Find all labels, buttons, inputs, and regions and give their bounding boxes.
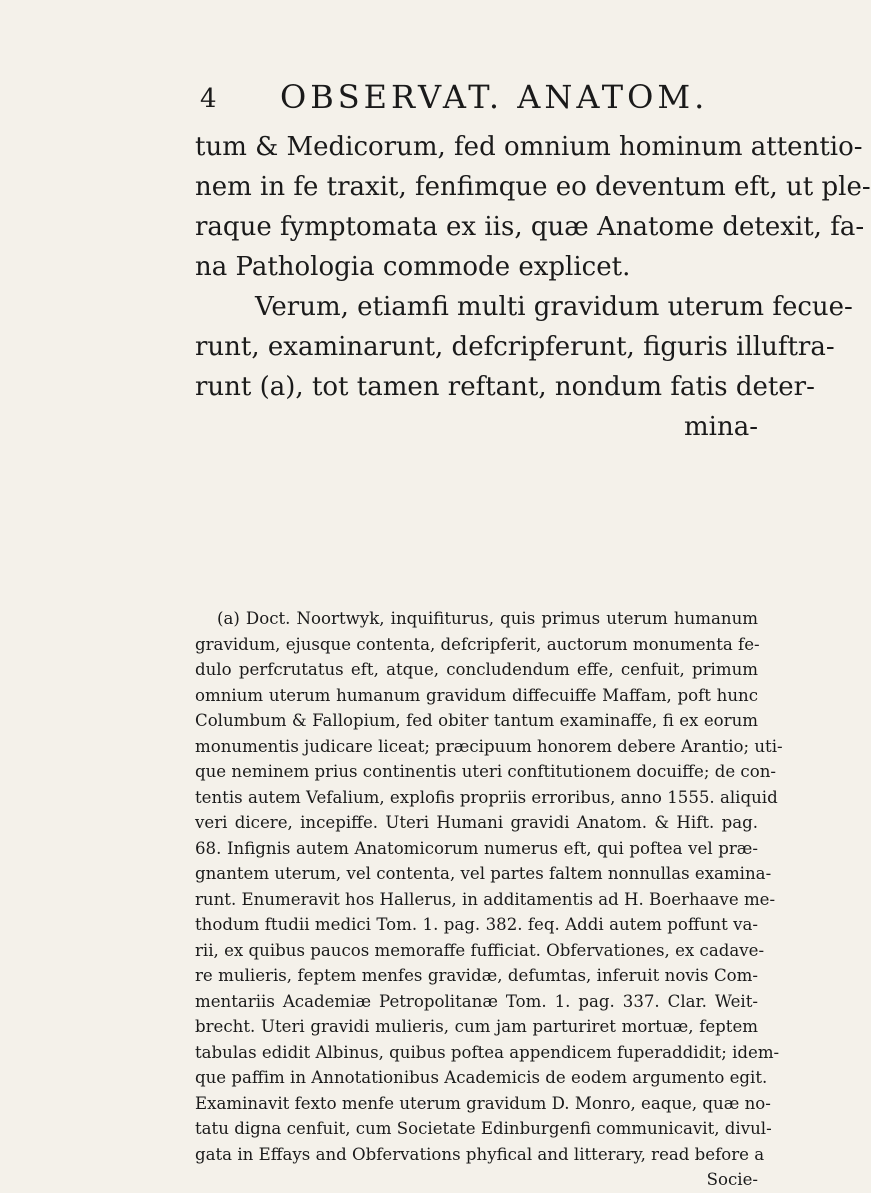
footnote-line: que neminem prius continentis uteri conftitutionem docuiffe; de con- xyxy=(195,762,776,781)
footnote-line: mentariis Academiæ Petropolitanæ Tom. 1. pag. 337. Clar. Weit- xyxy=(195,991,758,1011)
footnote-line: Examinavit fexto menfe uterum gravidum D. Monro, eaque, quæ no- xyxy=(195,1093,771,1113)
footnote-line: tentis autem Vefalium, explofis propriis erroribus, anno 1555. aliquid xyxy=(195,787,778,807)
footnote-line: gata in Effays and Obfervations phyfical and litterary, read before a xyxy=(195,1144,765,1164)
footnote-line: veri dicere, incepiffe. Uteri Humani gravidi Anatom. & Hift. pag. xyxy=(195,813,758,832)
footnote-line: omnium uterum humanum gravidum diffecuiffe Maffam, poft hunc xyxy=(195,685,758,705)
footnote-line: gnantem uterum, vel contenta, vel partes faltem nonnullas examina- xyxy=(195,864,772,883)
main-text-line: tum & Medicorum, fed omnium hominum attentio- xyxy=(195,132,863,162)
footnote-line: brecht. Uteri gravidi mulieris, cum jam parturiret mortuæ, feptem xyxy=(195,1017,758,1036)
footnote-line: (a) Doct. Noortwyk, inquifiturus, quis primus uterum humanum xyxy=(217,609,758,628)
catchword: mina- xyxy=(683,412,758,442)
footnote-line: gravidum, ejusque contenta, defcripferit, auctorum monumenta fe- xyxy=(195,634,760,654)
footnote-line: rii, ex quibus paucos memoraffe fufficiat. Obfervationes, ex cadave- xyxy=(195,940,765,960)
footnote-line: que paffim in Annotationibus Academicis de eodem argumento egit. xyxy=(195,1068,768,1087)
running-head: OBSERVAT. ANATOM. xyxy=(280,78,709,116)
footnote-line: dulo perfcrutatus eft, atque, concludendum effe, cenfuit, primum xyxy=(195,660,758,679)
footnote-line: runt. Enumeravit hos Hallerus, in additamentis ad H. Boerhaave me- xyxy=(195,889,776,909)
main-text-block xyxy=(195,127,871,447)
main-text-line: na Pathologia commode explicet. xyxy=(195,252,631,282)
footnote-line: Columbum & Fallopium, fed obiter tantum examinaffe, fi ex eorum xyxy=(195,711,758,730)
main-text-line: raque fymptomata ex iis, quæ Anatome detexit, fa- xyxy=(195,212,865,242)
page-number: 4 xyxy=(200,84,217,114)
main-text-line: nem in fe traxit, fenfimque eo deventum eft, ut ple- xyxy=(195,172,871,202)
footnote-line: tatu digna cenfuit, cum Societate Edinburgenfi communicavit, divul- xyxy=(195,1119,772,1138)
main-text-line: runt, examinarunt, defcripferunt, figuris illuftra- xyxy=(195,332,835,362)
footnote-line: re mulieris, feptem menfes gravidæ, defumtas, inferuit novis Com- xyxy=(195,966,758,985)
footnote-line: tabulas edidit Albinus, quibus poftea appendicem fuperaddidit; idem- xyxy=(195,1042,780,1062)
footnote-line: 68. Infignis autem Anatomicorum numerus eft, qui poftea vel præ- xyxy=(195,838,758,858)
footnote-block xyxy=(195,606,783,1193)
main-text-line: Verum, etiamfi multi gravidum uterum fecue- xyxy=(255,292,853,322)
page-header xyxy=(200,78,760,118)
main-text-line: runt (a), tot tamen reftant, nondum fatis deter- xyxy=(195,372,815,402)
footnote-catchword: Socie- xyxy=(706,1170,758,1189)
footnote-line: thodum ftudii medici Tom. 1. pag. 382. feq. Addi autem poffunt va- xyxy=(195,915,758,934)
footnote-line: monumentis judicare liceat; præcipuum honorem debere Arantio; uti- xyxy=(195,736,783,756)
